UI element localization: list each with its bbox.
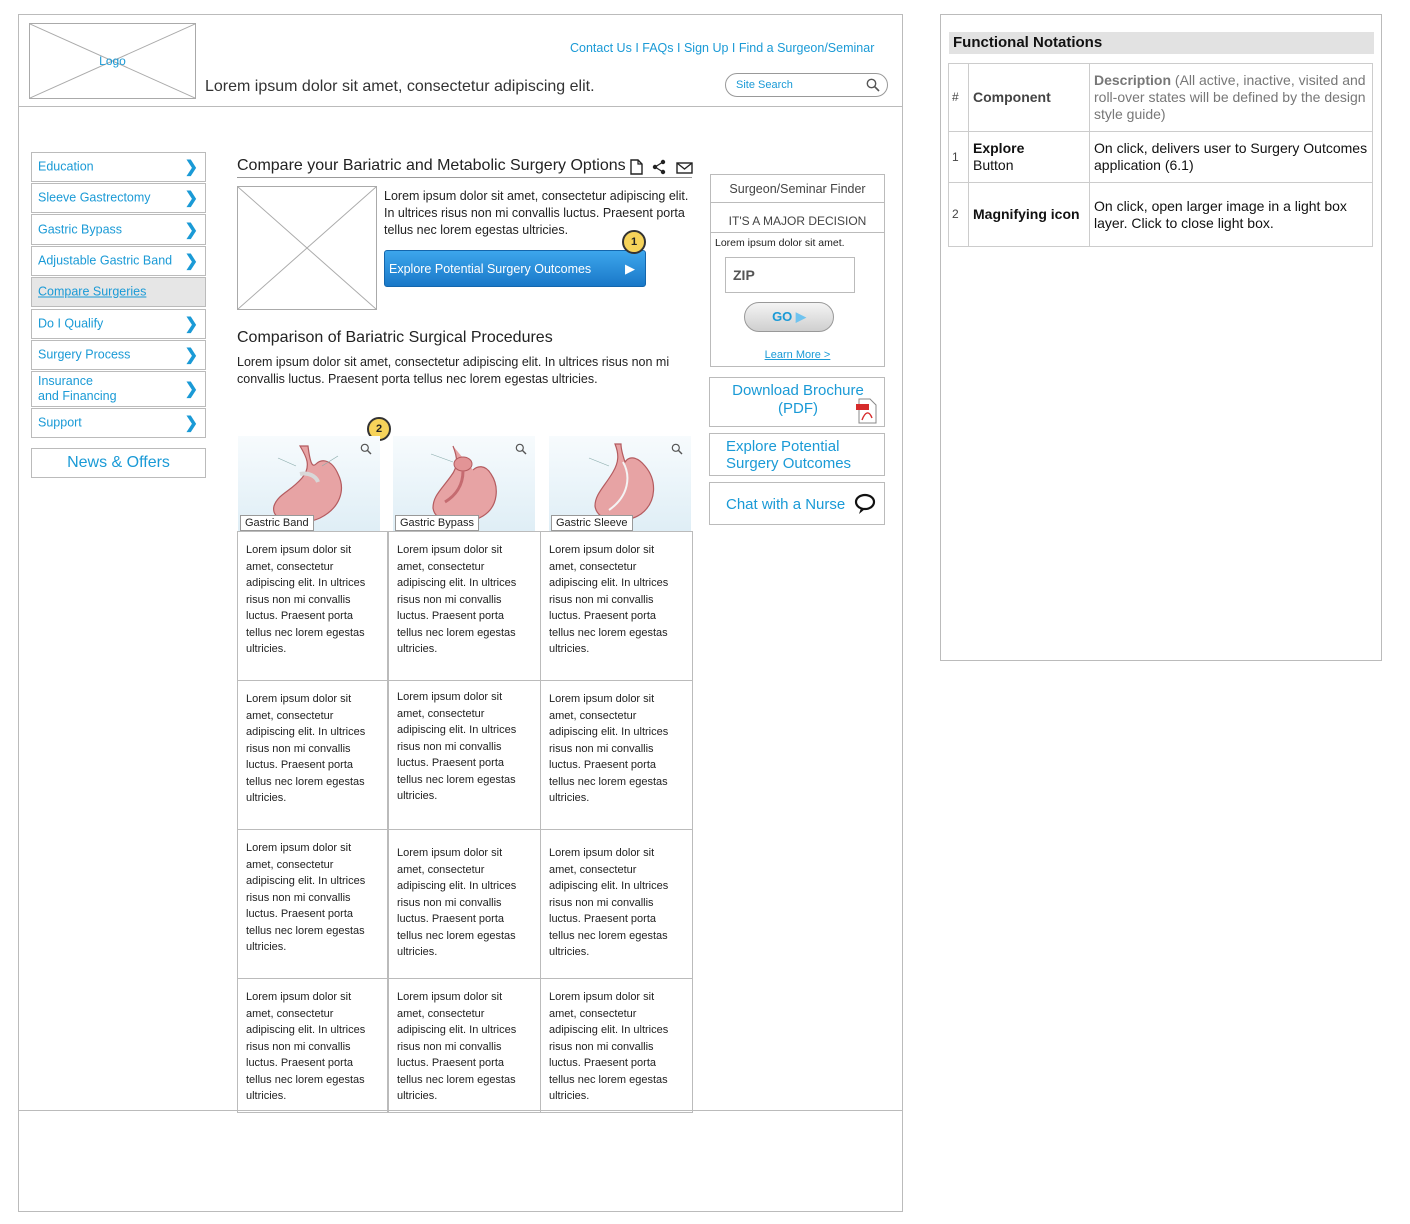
annotation-badge-1: 1 xyxy=(622,230,646,254)
sidebar-item-label: Surgery Process xyxy=(38,347,131,362)
page-title: Compare your Bariatric and Metabolic Surgery Options xyxy=(237,157,626,174)
chevron-right-icon: ❯ xyxy=(184,381,198,398)
tagline: Lorem ipsum dolor sit amet, consectetur adipiscing elit. xyxy=(205,78,595,95)
hero-image-placeholder xyxy=(237,186,377,310)
grid-cell: Lorem ipsum dolor sit amet, consectetur adipiscing elit. In ultrices risus non mi convallis luctus. Praesent porta tellus nec lorem egestas ultricies. xyxy=(540,531,693,681)
sidebar-item-support[interactable] xyxy=(31,408,206,438)
description-header-bold: Description xyxy=(1094,72,1172,88)
play-arrow-icon: ▶ xyxy=(625,261,635,276)
grid-cell: Lorem ipsum dolor sit amet, consectetur adipiscing elit. In ultrices risus non mi convallis luctus. Praesent porta tellus nec lorem egestas ultricies. xyxy=(388,978,541,1113)
explore-outcomes-link-box[interactable] xyxy=(709,433,885,476)
row-num: 2 xyxy=(949,183,969,247)
share-icon[interactable] xyxy=(652,159,667,175)
magnifying-icon[interactable] xyxy=(515,443,527,455)
sidebar-item-label: Support xyxy=(38,415,82,430)
download-brochure-label: Download Brochure (PDF) xyxy=(732,382,864,417)
notes-title: Functional Notations xyxy=(949,32,1374,54)
procedure-label: Gastric Bypass xyxy=(395,515,479,531)
comparison-heading: Comparison of Bariatric Surgical Procedures xyxy=(237,329,553,346)
procedure-image-gastric-bypass[interactable] xyxy=(393,436,535,531)
grid-cell: Lorem ipsum dolor sit amet, consectetur adipiscing elit. In ultrices risus non mi convallis luctus. Praesent porta tellus nec lorem egestas ultricies. xyxy=(388,680,541,830)
row-component xyxy=(969,183,1090,247)
grid-cell: Lorem ipsum dolor sit amet, consectetur adipiscing elit. In ultrices risus non mi convallis luctus. Praesent porta tellus nec lorem egestas ultricies. xyxy=(388,829,541,979)
procedure-label: Gastric Sleeve xyxy=(551,515,633,531)
zip-input[interactable] xyxy=(725,257,855,293)
go-button[interactable] xyxy=(744,302,834,332)
chat-with-nurse-label: Chat with a Nurse xyxy=(726,496,846,513)
magnifying-icon[interactable] xyxy=(671,443,683,455)
chat-with-nurse-button[interactable] xyxy=(709,482,885,525)
chevron-right-icon: ❯ xyxy=(184,347,198,364)
finder-title: Surgeon/Seminar Finder xyxy=(711,175,884,203)
sidebar-item-do-i-qualify[interactable] xyxy=(31,309,206,339)
chevron-right-icon: ❯ xyxy=(184,221,198,239)
logo-label: Logo xyxy=(99,54,126,68)
chevron-right-icon: ❯ xyxy=(184,415,198,432)
grid-cell: Lorem ipsum dolor sit amet, consectetur adipiscing elit. In ultrices risus non mi convallis luctus. Praesent porta tellus nec lorem egestas ultricies. xyxy=(237,978,388,1113)
explore-outcomes-label: Explore Potential Surgery Outcomes xyxy=(726,438,852,472)
header-divider xyxy=(18,106,903,107)
sidebar-item-label: Insurance and Financing xyxy=(38,374,117,403)
explore-outcomes-button[interactable] xyxy=(384,250,646,287)
envelope-icon[interactable] xyxy=(676,159,693,175)
row-component xyxy=(969,132,1090,183)
sidebar-item-label: Compare Surgeries xyxy=(38,284,147,299)
row-description: On click, open larger image in a light box layer. Click to close light box. xyxy=(1090,183,1373,247)
col-description-header xyxy=(1090,64,1373,132)
col-component-header: Component xyxy=(969,64,1090,132)
finder-text: Lorem ipsum dolor sit amet. xyxy=(715,237,845,249)
component-type: Button xyxy=(973,157,1014,173)
logo[interactable] xyxy=(29,23,196,99)
document-icon[interactable] xyxy=(629,159,644,175)
magnifying-icon[interactable] xyxy=(360,443,372,455)
grid-cell: Lorem ipsum dolor sit amet, consectetur adipiscing elit. In ultrices risus non mi convallis luctus. Praesent porta tellus nec lorem egestas ultricies. xyxy=(540,829,693,979)
sidebar-item-education[interactable] xyxy=(31,152,206,182)
annotation-badge-2: 2 xyxy=(367,417,391,441)
procedure-image-gastric-band[interactable] xyxy=(238,436,380,531)
table-row xyxy=(949,183,1373,247)
search-icon[interactable] xyxy=(866,78,880,92)
download-brochure-button[interactable] xyxy=(709,377,885,427)
sidebar-item-surgery-process[interactable] xyxy=(31,340,206,370)
finder-subtitle: IT'S A MAJOR DECISION xyxy=(711,211,884,233)
utility-links: Contact Us I FAQs I Sign Up I Find a Surgeon/Seminar xyxy=(570,41,875,55)
sidebar-item-compare-surgeries[interactable] xyxy=(31,277,206,307)
grid-cell: Lorem ipsum dolor sit amet, consectetur adipiscing elit. In ultrices risus non mi convallis luctus. Praesent porta tellus nec lorem egestas ultricies. xyxy=(237,680,388,830)
sidebar-item-label: Education xyxy=(38,159,94,174)
procedure-label: Gastric Band xyxy=(240,515,314,531)
functional-notations-panel xyxy=(940,14,1382,661)
sidebar-item-label: Sleeve Gastrectomy xyxy=(38,190,151,205)
sidebar-item-label: Gastric Bypass xyxy=(38,222,123,236)
grid-cell: Lorem ipsum dolor sit amet, consectetur adipiscing elit. In ultrices risus non mi convallis luctus. Praesent porta tellus nec lorem egestas ultricies. xyxy=(237,531,388,681)
pdf-file-icon xyxy=(856,398,878,424)
learn-more-link[interactable]: Learn More > xyxy=(764,349,831,361)
sidebar-item-label: Adjustable Gastric Band xyxy=(38,253,173,268)
go-button-label: GO xyxy=(772,309,793,324)
col-num-header: # xyxy=(949,64,969,132)
sidebar-item-sleeve-gastrectomy[interactable] xyxy=(31,183,206,213)
row-num: 1 xyxy=(949,132,969,183)
sign-up-link[interactable]: Sign Up xyxy=(683,41,729,55)
grid-cell: Lorem ipsum dolor sit amet, consectetur adipiscing elit. In ultrices risus non mi convallis luctus. Praesent porta tellus nec lorem egestas ultricies. xyxy=(388,531,541,681)
site-search xyxy=(725,73,888,97)
play-arrow-icon: ▶ xyxy=(795,309,806,324)
table-header-row xyxy=(949,64,1373,132)
component-name: Explore xyxy=(973,140,1025,156)
chevron-right-icon: ❯ xyxy=(184,159,198,176)
sidebar-item-insurance-financing[interactable] xyxy=(31,371,206,407)
grid-cell: Lorem ipsum dolor sit amet, consectetur adipiscing elit. In ultrices risus non mi convallis luctus. Praesent porta tellus nec lorem egestas ultricies. xyxy=(540,680,693,830)
comparison-description: Lorem ipsum dolor sit amet, consectetur adipiscing elit. In ultrices risus non mi convallis luctus. Praesent porta tellus nec lorem egestas ultricies. xyxy=(237,355,670,386)
find-surgeon-link[interactable]: Find a Surgeon/Seminar xyxy=(738,41,875,55)
surgeon-finder-widget xyxy=(710,174,885,367)
search-input[interactable] xyxy=(736,77,866,93)
description-header-note: (All active, inactive, visited and roll-over states will be defined by the design style guide) xyxy=(1094,72,1366,122)
news-offers-button[interactable]: News & Offers xyxy=(31,448,206,478)
chevron-right-icon: ❯ xyxy=(184,190,198,207)
sidebar-item-gastric-bypass[interactable] xyxy=(31,214,206,245)
title-divider xyxy=(237,177,692,178)
sidebar-item-label: Do I Qualify xyxy=(38,316,104,331)
row-description: On click, delivers user to Surgery Outcomes application (6.1) xyxy=(1090,132,1373,183)
speech-bubble-icon xyxy=(854,493,876,515)
chevron-right-icon: ❯ xyxy=(184,253,198,270)
image-placeholder-x xyxy=(238,187,376,309)
grid-cell: Lorem ipsum dolor sit amet, consectetur adipiscing elit. In ultrices risus non mi convallis luctus. Praesent porta tellus nec lorem egestas ultricies. xyxy=(237,829,388,979)
procedure-image-gastric-sleeve[interactable] xyxy=(549,436,691,531)
contact-us-link[interactable]: Contact Us xyxy=(570,41,632,55)
faqs-link[interactable]: FAQs xyxy=(642,41,674,55)
explore-button-label: Explore Potential Surgery Outcomes xyxy=(389,261,592,276)
notes-table xyxy=(948,63,1373,247)
intro-text: Lorem ipsum dolor sit amet, consectetur adipiscing elit. In ultrices risus non mi convallis luctus. Praesent porta tellus nec lorem egestas ultricies. xyxy=(384,189,689,237)
table-row xyxy=(949,132,1373,183)
grid-cell: Lorem ipsum dolor sit amet, consectetur adipiscing elit. In ultrices risus non mi convallis luctus. Praesent porta tellus nec lorem egestas ultricies. xyxy=(540,978,693,1113)
component-name: Magnifying icon xyxy=(973,206,1080,222)
sidebar-item-adjustable-gastric-band[interactable] xyxy=(31,246,206,276)
chevron-right-icon: ❯ xyxy=(184,316,198,333)
